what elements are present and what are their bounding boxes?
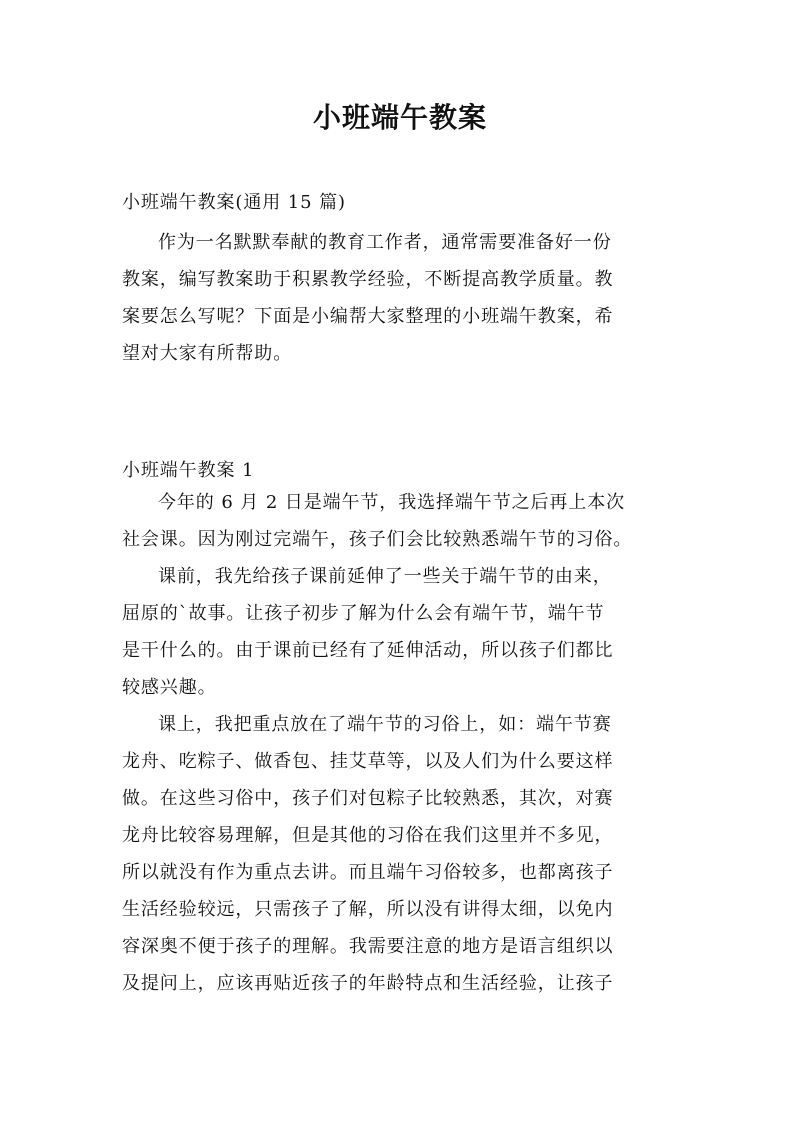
intro-line: 教案，编写教案助于积累教学经验，不断提高教学质量。教	[122, 269, 614, 290]
paragraph-line: 容深奥不便于孩子的理解。我需要注意的地方是语言组织以	[122, 936, 614, 957]
intro-line: 案要怎么写呢？下面是小编帮大家整理的小班端午教案，希	[122, 306, 614, 327]
paragraph-line: 及提问上，应该再贴近孩子的年龄特点和生活经验，让孩子	[122, 973, 614, 994]
paragraph-line: 屈原的`故事。让孩子初步了解为什么会有端午节，端午节	[122, 603, 605, 624]
intro-line: 作为一名默默奉献的教育工作者，通常需要准备好一份	[158, 232, 612, 253]
intro-line: 望对大家有所帮助。	[122, 343, 293, 364]
document-title: 小班端午教案	[312, 101, 487, 134]
paragraph-line: 社会课。因为刚过完端午，孩子们会比较熟悉端午节的习俗。	[122, 529, 633, 550]
paragraph-line: 所以就没有作为重点去讲。而且端午习俗较多，也都离孩子	[122, 862, 614, 883]
body-paragraph	[122, 706, 682, 1002]
paragraph-line: 是干什么的。由于课前已经有了延伸活动，所以孩子们都比	[122, 640, 614, 661]
section-heading: 小班端午教案 1	[122, 460, 255, 481]
paragraph-line: 较感兴趣。	[122, 677, 217, 698]
paragraph-line: 生活经验较远，只需孩子了解，所以没有讲得太细，以免内	[122, 899, 614, 920]
paragraph-line: 龙舟、吃粽子、做香包、挂艾草等，以及人们为什么要这样	[122, 751, 614, 772]
paragraph-line: 做。在这些习俗中，孩子们对包粽子比较熟悉，其次，对赛	[122, 788, 614, 809]
paragraph-line: 课前，我先给孩子课前延伸了一些关于端午节的由来，	[158, 566, 612, 587]
paragraph-line: 课上，我把重点放在了端午节的习俗上，如：端午节赛	[158, 714, 612, 735]
section-body	[122, 484, 682, 1002]
document-subtitle: 小班端午教案(通用 15 篇)	[122, 192, 346, 213]
intro-text	[122, 224, 682, 372]
body-paragraph	[122, 484, 682, 558]
body-paragraph	[122, 558, 682, 706]
paragraph-line: 今年的 6 月 2 日是端午节，我选择端午节之后再上本次	[158, 492, 625, 513]
paragraph-line: 龙舟比较容易理解，但是其他的习俗在我们这里并不多见，	[122, 825, 614, 846]
intro-paragraph	[122, 224, 682, 372]
